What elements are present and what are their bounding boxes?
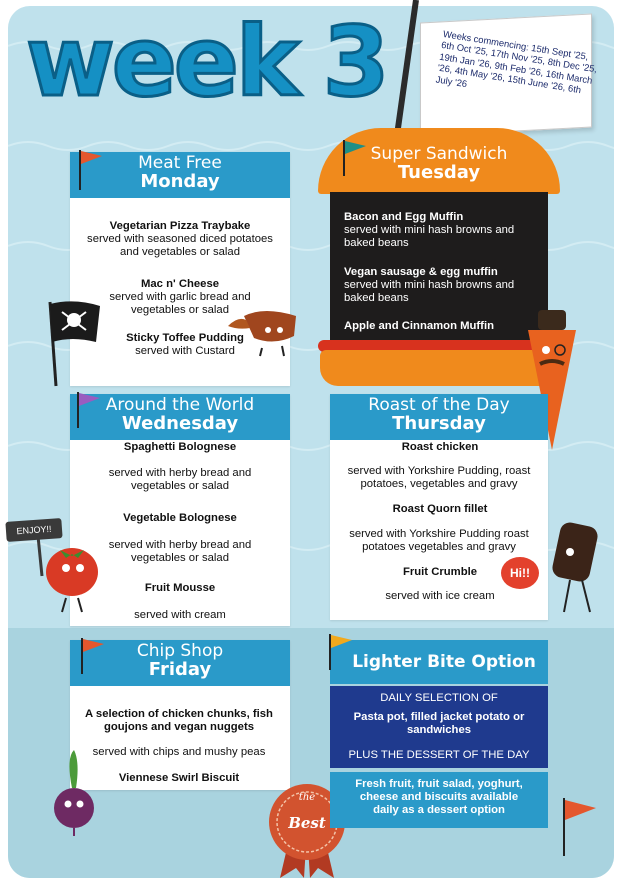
orange-flag-icon [78, 636, 108, 676]
thursday-item-2-desc: served with Yorkshire Pudding roast potatoes vegetables and gravy [349, 528, 529, 554]
lighter-line2: Pasta pot, filled jacket potato or sandwiches [353, 711, 525, 737]
item-desc: served with mini hash browns and baked beans [344, 224, 515, 250]
dessert-option-text: Fresh fruit, fruit salad, yoghurt, cheese and biscuits available daily as a dessert option [355, 778, 523, 817]
item-name: Vegetarian Pizza Traybake [109, 220, 251, 232]
friday-item-1-name [76, 708, 282, 734]
tuesday-header-line2: Tuesday [397, 161, 481, 183]
wednesday-item-3-name [90, 582, 270, 595]
item-desc: served with seasoned diced potatoes and vegetables or salad [87, 233, 273, 259]
friday-item-2-name [76, 772, 282, 785]
item-name: Roast chicken [401, 441, 479, 453]
wednesday-item-2-desc: served with herby bread and vegetables or salad [108, 539, 252, 565]
item-name: Vegetable Bolognese [123, 512, 237, 524]
item-desc: served with garlic bread and vegetables or salad [109, 291, 251, 317]
item-name: Apple and Cinnamon Muffin [344, 320, 494, 332]
item-name: Mac n' Cheese [140, 278, 220, 290]
friday-header-line2: Friday [148, 658, 212, 680]
enjoy-sign: ENJOY!! [5, 518, 62, 542]
thursday-item-2-name [350, 503, 530, 516]
thursday-header-line1: Roast of the Day [368, 395, 510, 415]
wednesday-item-1-name [90, 441, 270, 454]
pirate-flag-icon [40, 296, 106, 388]
tuesday-item-2 [344, 266, 534, 306]
item-name: Vegan sausage & egg muffin [344, 266, 498, 278]
week-word: week [26, 6, 297, 118]
gravy-boat-icon [224, 302, 314, 358]
item-name: Roast Quorn fillet [392, 503, 488, 515]
badge-top-text: the [298, 792, 316, 803]
thursday-header-line2: Thursday [392, 412, 486, 434]
orange-flag-icon [76, 148, 106, 192]
tuesday-header [318, 146, 560, 190]
wednesday-item-1-desc: served with herby bread and vegetables or salad [108, 467, 252, 493]
item-name: Fruit Crumble [402, 566, 478, 578]
item-name: Fruit Mousse [144, 582, 216, 594]
tomato-character-icon [30, 536, 102, 614]
yellow-flag-icon [326, 632, 356, 672]
wednesday-item-3-desc: served with cream [134, 609, 226, 621]
item-name: Sticky Toffee Pudding [126, 332, 244, 344]
thursday-item-1-desc: served with Yorkshire Pudding, roast potatoes, vegetables and gravy [347, 465, 531, 491]
week-number: 3 [322, 6, 387, 118]
monday-item-1 [80, 220, 280, 260]
item-desc: served with Custard [135, 345, 235, 358]
item-name: Spaghetti Bolognese [123, 441, 237, 453]
tuesday-item-3 [344, 320, 534, 333]
item-name: A selection of chicken chunks, fish goujons and vegan nuggets [85, 708, 273, 734]
weeks-commencing-text: Weeks commencing: 15th Sept '25, 6th Oct '25, 17th Nov '25, 8th Dec '25, 19th Jan '26, 9th Feb '26, 16th March '26, 4th May '26, 15th June '26, 6th July '26 [435, 28, 598, 96]
item-desc: served with mini hash browns and baked beans [344, 279, 515, 305]
monday-header-line2: Monday [140, 170, 220, 192]
tuesday-header-line1: Super Sandwich [370, 144, 508, 164]
wednesday-header-line1: Around the World [105, 395, 255, 415]
thursday-item-1-name [350, 441, 530, 454]
tuesday-item-1 [344, 211, 534, 251]
wednesday-header-line2: Wednesday [121, 412, 239, 434]
thursday-item-3-desc: served with ice cream [385, 590, 495, 602]
week-title [26, 6, 387, 118]
chocolate-character-icon [540, 516, 602, 624]
thursday-header [330, 394, 548, 440]
item-name: Viennese Swirl Biscuit [118, 772, 240, 784]
purple-flag-icon [74, 390, 104, 430]
lighter-line3: PLUS THE DESSERT OF THE DAY [348, 749, 530, 761]
beetroot-character-icon [48, 748, 100, 838]
friday-item-1-desc: served with chips and mushy peas [92, 746, 266, 758]
item-name: Bacon and Egg Muffin [344, 211, 464, 223]
lighter-line1: DAILY SELECTION OF [380, 692, 498, 704]
badge-bottom-text: Best [288, 814, 326, 832]
monday-header-line1: Meat Free [138, 153, 222, 173]
wednesday-item-2-name [90, 512, 270, 525]
lighter-bite-header: Lighter Bite Option [330, 640, 548, 684]
friday-header-line1: Chip Shop [136, 641, 224, 661]
red-flag-icon [556, 794, 600, 858]
hi-text: Hi!! [510, 566, 530, 580]
